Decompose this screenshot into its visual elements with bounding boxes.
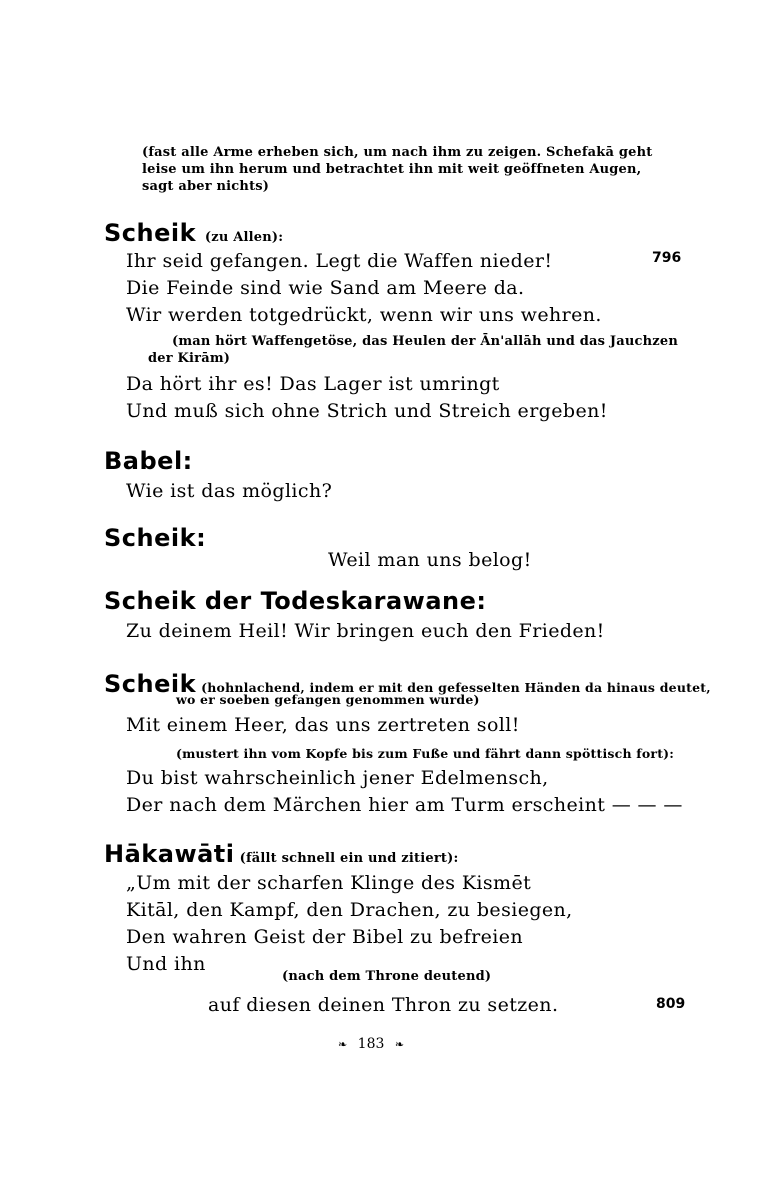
verse-block-2	[126, 371, 608, 425]
verse-line: auf diesen deinen Thron zu setzen.	[208, 994, 559, 1016]
stage-direction-2	[148, 333, 678, 367]
verse-line: Und ihn	[126, 953, 206, 975]
verse-line: Da hört ihr es! Das Lager ist umringt	[126, 373, 500, 395]
stage-direction-line: der Kirām)	[148, 351, 231, 366]
verse-line: Wir werden totgedrückt, wenn wir uns wehren.	[126, 304, 602, 326]
verse-block-3	[126, 765, 683, 819]
verse-line: „Um mit der scharfen Klinge des Kismēt	[126, 872, 532, 894]
verse-line: Du bist wahrscheinlich jener Edelmensch,	[126, 767, 549, 789]
verse-line: Kitāl, den Kampf, den Drachen, zu besiegen,	[126, 899, 573, 921]
speaker-note-continued: wo er soeben gefangen genommen wurde)	[176, 692, 480, 707]
speaker-hakawati	[104, 840, 458, 868]
stage-direction-line: (man hört Waffengetöse, das Heulen der Ān'allāh und das Jauchzen	[172, 334, 678, 349]
speaker-scheik	[104, 219, 283, 247]
speaker-name: Scheik	[104, 670, 197, 698]
speaker-name: Hākawāti	[104, 840, 235, 868]
verse-block-4	[126, 870, 573, 978]
speaker-scheik: Scheik:	[104, 524, 207, 552]
verse-line: Der nach dem Märchen hier am Turm erscheint — — —	[126, 794, 683, 816]
stage-direction-line: (fast alle Arme erheben sich, um nach ihm zu zeigen. Schefakā geht	[142, 145, 653, 160]
line-number: 796	[652, 250, 682, 266]
stage-direction-4: (nach dem Throne deutend)	[282, 969, 492, 984]
verse-line: Wie ist das möglich?	[126, 480, 333, 502]
stage-direction-line: sagt aber nichts)	[142, 179, 270, 194]
ornament-icon: ❧	[394, 1038, 405, 1051]
verse-line: Weil man uns belog!	[328, 549, 532, 571]
speaker-scheik-der-todeskarawane: Scheik der Todeskarawane:	[104, 587, 487, 615]
speaker-babel: Babel:	[104, 447, 193, 475]
line-number: 809	[656, 996, 686, 1012]
speaker-note: (hohnlachend, indem er mit den gefesselten Händen da hinaus deutet,	[201, 680, 711, 695]
verse-line: Ihr seid gefangen. Legt die Waffen nieder!	[126, 250, 553, 272]
speaker-note: (zu Allen):	[204, 230, 284, 245]
stage-direction-3: (mustert ihn vom Kopfe bis zum Fuße und fährt dann spöttisch fort):	[176, 746, 675, 761]
page-number-value: 183	[357, 1036, 385, 1052]
stage-direction-line: leise um ihn herum und betrachtet ihn mit weit geöffneten Augen,	[142, 162, 642, 177]
verse-line: Und muß sich ohne Strich und Streich ergeben!	[126, 400, 608, 422]
stage-direction-1	[142, 144, 652, 195]
ornament-icon: ❧	[338, 1038, 348, 1051]
verse-line: Die Feinde sind wie Sand am Meere da.	[126, 277, 525, 299]
verse-line: Den wahren Geist der Bibel zu befreien	[126, 926, 524, 948]
verse-line: Zu deinem Heil! Wir bringen euch den Frieden!	[126, 620, 605, 642]
page-number	[338, 1036, 404, 1052]
verse-block-1	[126, 248, 602, 329]
speaker-name: Scheik	[104, 219, 197, 247]
verse-line: Mit einem Heer, das uns zertreten soll!	[126, 714, 520, 736]
speaker-note: (fällt schnell ein und zitiert):	[239, 851, 459, 866]
